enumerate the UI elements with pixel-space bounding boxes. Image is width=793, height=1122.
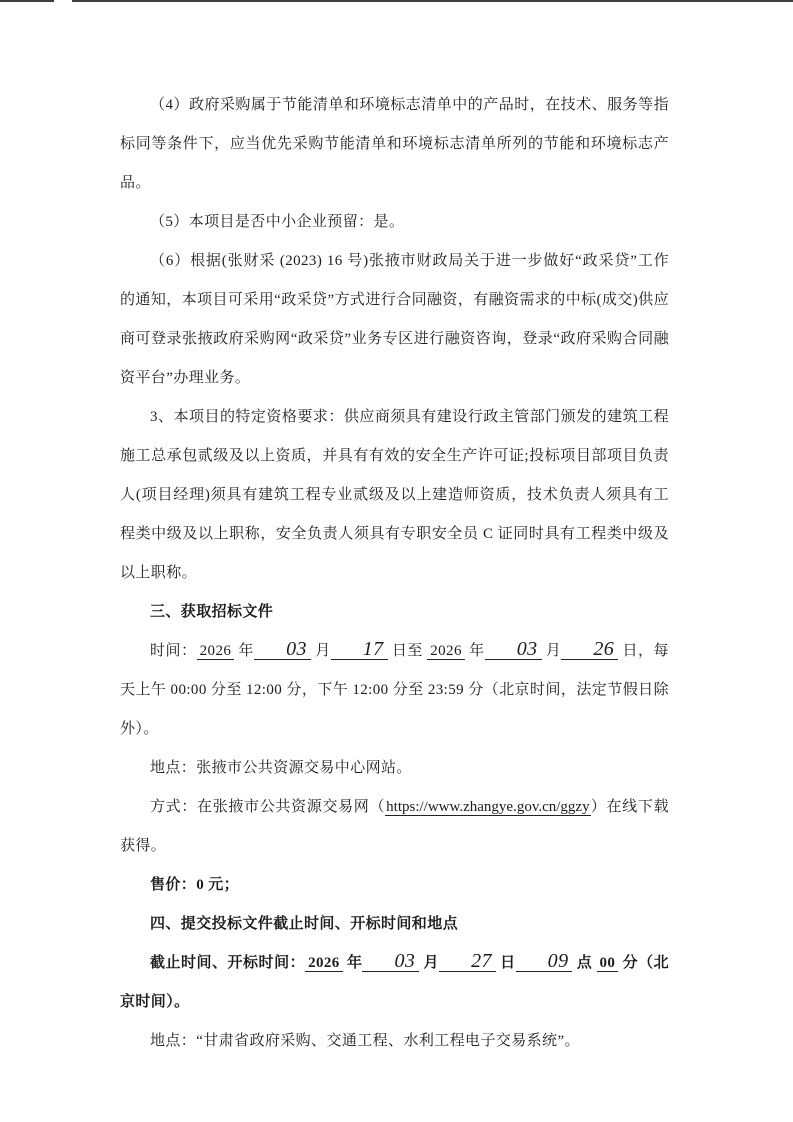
underlined-value: 2026: [305, 955, 343, 972]
para-3-qualification: [120, 398, 669, 593]
para-obtain-method: [120, 788, 669, 866]
text-run: 月: [310, 643, 331, 659]
text-run: 方式：在张掖市公共资源交易网（: [150, 799, 386, 815]
text-run: 年: [464, 643, 485, 659]
para-obtain-location: [120, 749, 669, 788]
handwritten-date: 03: [254, 640, 311, 660]
text-run: 售价：0 元；: [150, 877, 240, 893]
handwritten-date: 26: [561, 640, 618, 660]
para-obtain-price: [120, 866, 669, 905]
text-run: 分（北京时间）。: [120, 955, 670, 1010]
para-deadline-time: [120, 944, 669, 1022]
text-run: 月: [541, 643, 562, 659]
handwritten-date: 09: [516, 952, 573, 972]
underlined-value: 00: [597, 955, 619, 972]
para-obtain-time: [120, 632, 669, 749]
text-run: （5）本项目是否中小企业预留：是。: [150, 214, 405, 230]
para-item-6-zhengcaidai: [120, 242, 669, 398]
scan-edge-artifact: [0, 0, 54, 2]
text-run: 四、提交投标文件截止时间、开标时间和地点: [150, 916, 459, 932]
para-open-bid-location: [120, 1022, 669, 1061]
text-run: 日至: [387, 643, 428, 659]
handwritten-date: 03: [485, 640, 542, 660]
text-run: 月: [419, 955, 440, 971]
text-run: 3、本项目的特定资格要求：供应商须具有建设行政主管部门颁发的建筑工程施工总承包贰级及以上资质，并具有有效的安全生产许可证;投标项目部项目负责人(项目经理)须具有建筑工程专业贰级及以上建造师资质，技术负责人须具有工程类中级及以上职称，安全负责人须具有专职安全员 C 证同时具有工程类中级及以上职称。: [120, 409, 669, 581]
text-run: （6）根据(张财采 (2023) 16 号)张掖市财政局关于进一步做好“政采贷”工作的通知，本项目可采用“政采贷”方式进行合同融资，有融资需求的中标(成交)供应商可登录张掖政府采购网“政采贷”业务专区进行融资咨询，登录“政府采购合同融资平台”办理业务。: [120, 253, 669, 386]
text-run: 地点：“甘肃省政府采购、交通工程、水利工程电子交易系统”。: [150, 1033, 580, 1049]
handwritten-date: 27: [439, 952, 496, 972]
text-run: 日: [495, 955, 516, 971]
text-run: 点: [572, 955, 597, 971]
scan-edge-artifact: [72, 0, 793, 2]
underlined-value: 2026: [197, 643, 235, 660]
text-run: 三、获取招标文件: [150, 604, 274, 620]
document-url: https://www.zhangye.gov.cn/ggzy: [386, 799, 590, 815]
document-body: [120, 86, 669, 1061]
heading-section-4-deadline: [120, 905, 669, 944]
text-run: ）在线下载获得。: [120, 799, 669, 854]
text-run: 地点：张掖市公共资源交易中心网站。: [150, 760, 412, 776]
text-run: 年: [234, 643, 255, 659]
handwritten-date: 17: [331, 640, 388, 660]
text-run: 日，每天上午 00:00 分至 12:00 分，下午 12:00 分至 23:59 分（北京时间，法定节假日除外）。: [120, 643, 669, 737]
heading-section-3-obtain-documents: [120, 593, 669, 632]
para-item-4-energy-list: [120, 86, 669, 203]
text-run: 年: [342, 955, 363, 971]
handwritten-date: 03: [362, 952, 419, 972]
text-run: 时间：: [150, 643, 197, 659]
para-item-5-sme-reserve: [120, 203, 669, 242]
text-run: 截止时间、开标时间：: [150, 955, 306, 971]
text-run: （4）政府采购属于节能清单和环境标志清单中的产品时，在技术、服务等指标同等条件下，应当优先采购节能清单和环境标志清单所列的节能和环境标志产品。: [120, 97, 669, 191]
underlined-value: 2026: [427, 643, 465, 660]
